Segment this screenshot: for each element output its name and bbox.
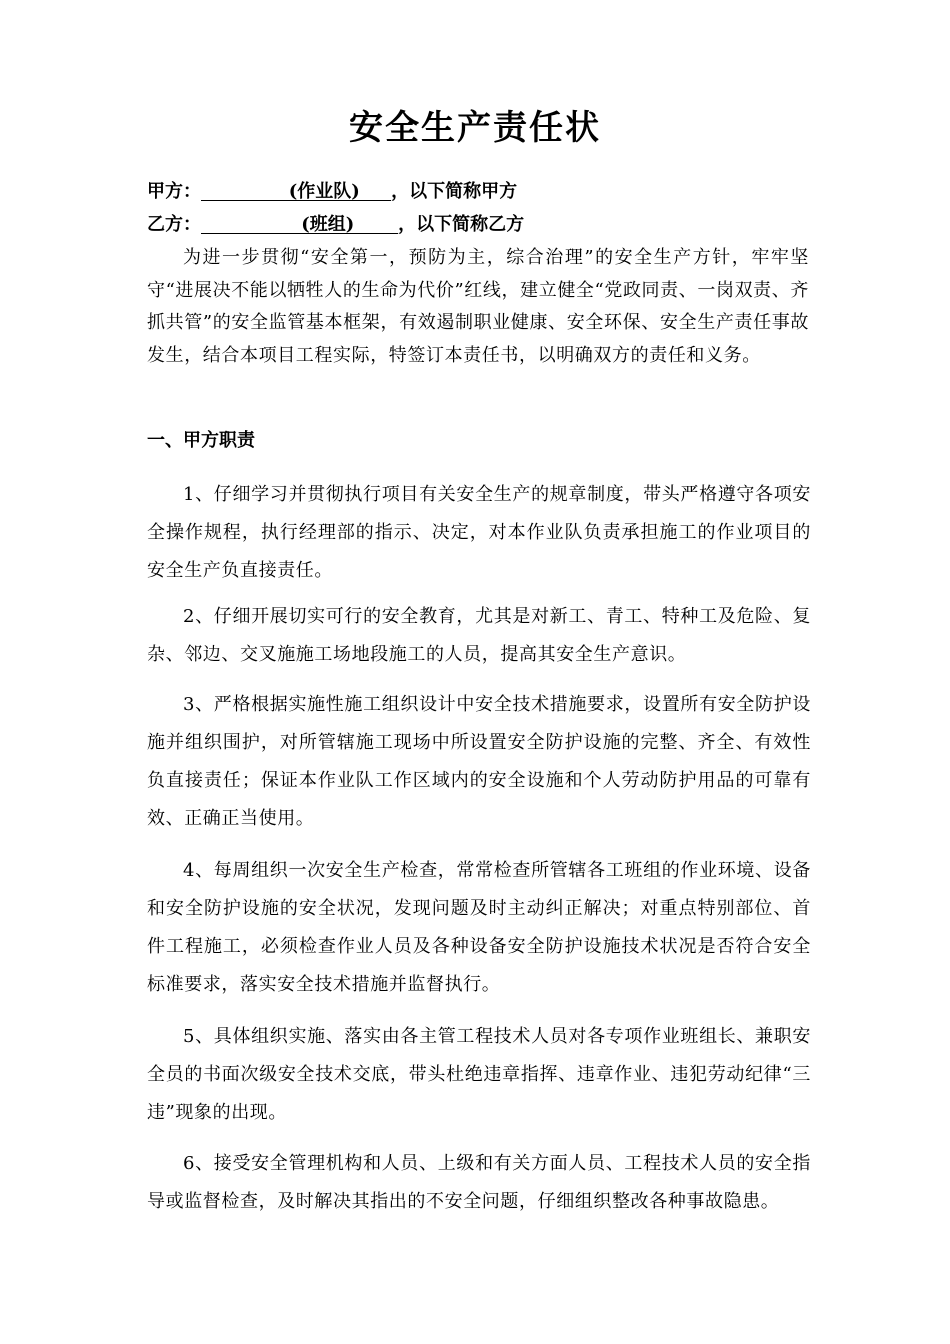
party-a-blank: (作业队) — [201, 181, 392, 202]
party-b-line — [147, 211, 524, 239]
intro-paragraph: 为进一步贯彻“安全第一，预防为主，综合治理”的安全生产方针，牢牢坚守“进展决不能以牺牲人的生命为代价”红线，建立健全“党政同责、一岗双责、齐抓共管”的安全监管基本框架，有效遏制职业健康、安全环保、安全生产责任事故发生，结合本项目工程实际，特签订本责任书，以明确双方的责任和义务。 — [147, 247, 809, 366]
duty-item: 6、接受安全管理机构和人员、上级和有关方面人员、工程技术人员的安全指导或监督检查，及时解决其指出的不安全问题，仔细组织整改各种事故隐患。 — [147, 1153, 811, 1212]
duty-item: 1、仔细学习并贯彻执行项目有关安全生产的规章制度，带头严格遵守各项安全操作规程，执行经理部的指示、决定，对本作业队负责承担施工的作业项目的安全生产负直接责任。 — [147, 484, 811, 581]
party-b-label: 乙方： — [147, 214, 201, 235]
party-a-label: 甲方： — [147, 181, 201, 202]
party-a-suffix: ，以下简称甲方 — [391, 181, 518, 202]
duty-item: 3、严格根据实施性施工组织设计中安全技术措施要求，设置所有安全防护设施并组织围护，对所管辖施工现场中所设置安全防护设施的完整、齐全、有效性负直接责任；保证本作业队工作区域内的安全设施和个人劳动防护用品的可靠有效、正确正当使用。 — [147, 694, 811, 829]
document-title: 安全生产责任状 — [349, 108, 601, 148]
party-a-line — [147, 178, 517, 206]
party-b-suffix: ，以下简称乙方 — [398, 214, 525, 235]
section-heading: 一、甲方职责 — [147, 430, 255, 451]
duty-item: 2、仔细开展切实可行的安全教育，尤其是对新工、青工、特种工及危险、复杂、邻边、交叉施施工场地段施工的人员，提高其安全生产意识。 — [147, 606, 811, 665]
party-b-blank: (班组) — [201, 214, 399, 235]
duty-item: 4、每周组织一次安全生产检查，常常检查所管辖各工班组的作业环境、设备和安全防护设施的安全状况，发现问题及时主动纠正解决；对重点特别部位、首件工程施工，必须检查作业人员及各种设备安全防护设施技术状况是否符合安全标准要求，落实安全技术措施并监督执行。 — [147, 860, 811, 995]
duty-item: 5、具体组织实施、落实由各主管工程技术人员对各专项作业班组长、兼职安全员的书面次级安全技术交底，带头杜绝违章指挥、违章作业、违犯劳动纪律“三违”现象的出现。 — [147, 1026, 811, 1123]
